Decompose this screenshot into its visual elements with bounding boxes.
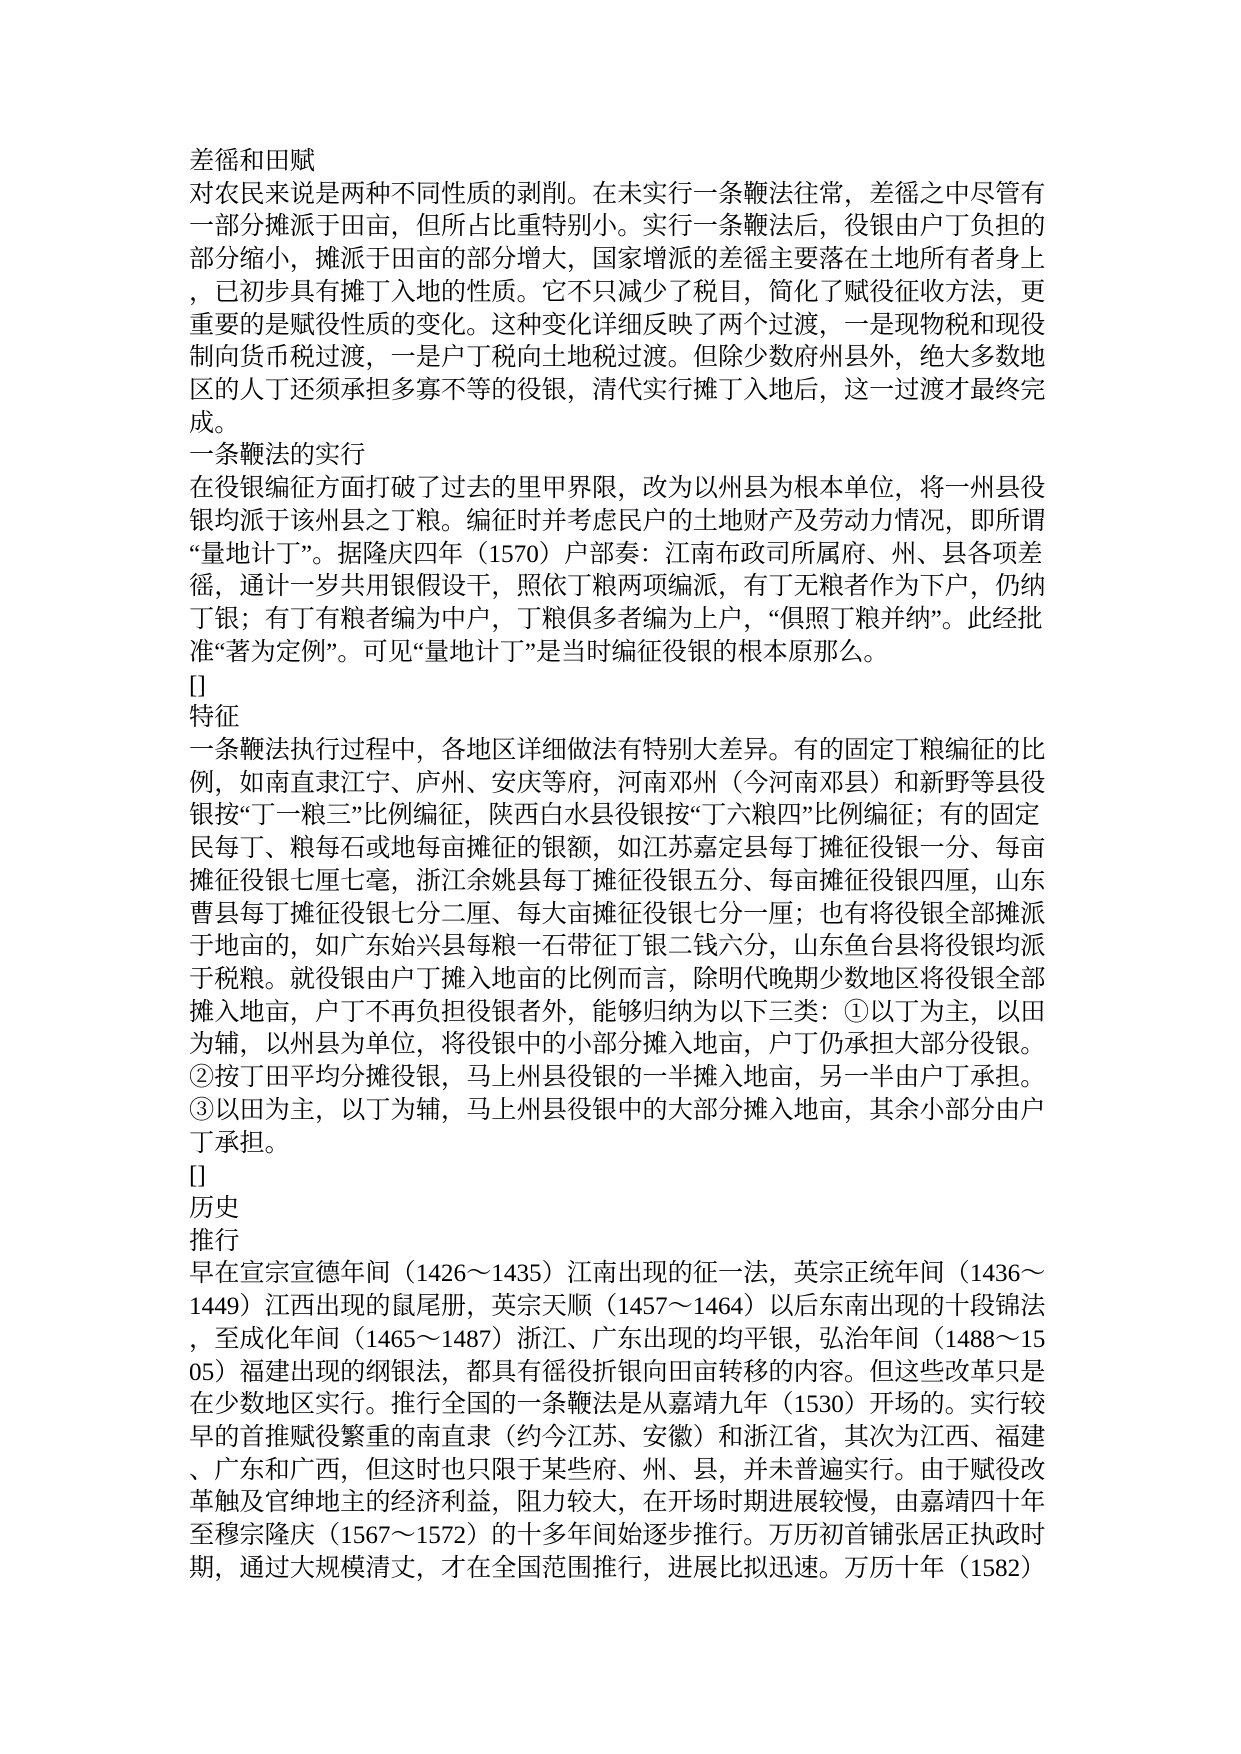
text-line: 、广东和广西，但这时也只限于某些府、州、县，并未普遍实行。由于赋役改 [189, 1456, 1046, 1484]
text-line: ，已初步具有摊丁入地的性质。它不只减少了税目，简化了赋役征收方法，更 [189, 278, 1046, 306]
text-line: 历史 [189, 1195, 240, 1222]
text-line: 05）福建出现的纲银法，都具有徭役折银向田亩转移的内容。但这些改革只是 [189, 1358, 1046, 1386]
text-line: 期，通过大规模清丈，才在全国范围推行，进展比拟迅速。万历十年（1582） [189, 1554, 1046, 1582]
text-line: 于税粮。就役银由户丁摊入地亩的比例而言，除明代晚期少数地区将役银全部 [189, 965, 1046, 993]
text-line: 推行 [189, 1227, 240, 1255]
text-line: 对农民来说是两种不同性质的剥削。在未实行一条鞭法往常，差徭之中尽管有 [189, 180, 1046, 208]
text-line: 丁承担。 [189, 1129, 290, 1157]
text-line: 民每丁、粮每石或地每亩摊征的银额，如江苏嘉定县每丁摊征役银一分、每亩 [189, 835, 1046, 863]
text-line: 一部分摊派于田亩，但所占比重特别小。实行一条鞭法后，役银由户丁负担的 [189, 213, 1046, 241]
text-line: 成。 [189, 409, 240, 437]
text-line: 徭，通计一岁共用银假设干，照依丁粮两项编派，有丁无粮者作为下户，仍纳 [189, 573, 1046, 601]
text-line: ③以田为主，以丁为辅，马上州县役银中的大部分摊入地亩，其余小部分由户 [189, 1096, 1046, 1124]
text-line: 部分缩小，摊派于田亩的部分增大，国家增派的差徭主要落在土地所有者身上 [189, 246, 1046, 274]
text-line: 为辅，以州县为单位，将役银中的小部分摊入地亩，户丁仍承担大部分役银。 [189, 1031, 1046, 1059]
text-line: 制向货币税过渡，一是户丁税向土地税过渡。但除少数府州县外，绝大多数地 [189, 344, 1046, 372]
text-line: [] [189, 1162, 206, 1190]
text-line: 在役银编征方面打破了过去的里甲界限，改为以州县为根本单位，将一州县役 [189, 475, 1046, 503]
text-line: ②按丁田平均分摊役银，马上州县役银的一半摊入地亩，另一半由户丁承担。 [189, 1064, 1046, 1092]
text-line: 曹县每丁摊征役银七分二厘、每大亩摊征役银七分一厘；也有将役银全部摊派 [189, 900, 1046, 928]
text-line: ，至成化年间（1465～1487）浙江、广东出现的均平银，弘治年间（1488～15 [189, 1325, 1046, 1353]
text-line: 摊征役银七厘七毫，浙江余姚县每丁摊征役银五分、每亩摊征役银四厘，山东 [189, 867, 1046, 895]
text-line: 重要的是赋役性质的变化。这种变化详细反映了两个过渡，一是现物税和现役 [189, 311, 1046, 339]
text-line: 区的人丁还须承担多寡不等的役银，清代实行摊丁入地后，这一过渡才最终完 [189, 377, 1046, 405]
text-line: “量地计丁”。据隆庆四年（1570）户部奏：江南布政司所属府、州、县各项差 [189, 540, 1043, 568]
text-line: 差徭和田赋 [189, 148, 315, 175]
text-line: 例，如南直隶江宁、庐州、安庆等府，河南邓州（今河南邓县）和新野等县役 [189, 769, 1046, 797]
text-line: 早在宣宗宣德年间（1426～1435）江南出现的征一法，英宗正统年间（1436～ [189, 1260, 1046, 1288]
text-line: 银均派于该州县之丁粮。编征时并考虑民户的土地财产及劳动力情况，即所谓 [189, 507, 1046, 535]
text-line: 至穆宗隆庆（1567～1572）的十多年间始逐步推行。万历初首铺张居正执政时 [189, 1522, 1046, 1550]
text-line: 银按“丁一粮三”比例编征，陕西白水县役银按“丁六粮四”比例编征；有的固定 [189, 802, 1040, 830]
text-line: 丁银；有丁有粮者编为中户，丁粮俱多者编为上户，“俱照丁粮并纳”。此经批 [189, 606, 1043, 634]
text-line: 在少数地区实行。推行全国的一条鞭法是从嘉靖九年（1530）开场的。实行较 [189, 1391, 1046, 1419]
text-line: 1449）江西出现的鼠尾册，英宗天顺（1457～1464）以后东南出现的十段锦法 [189, 1293, 1046, 1321]
text-line: 特征 [189, 704, 240, 732]
text-line: 一条鞭法的实行 [189, 442, 366, 470]
text-line: 于地亩的，如广东始兴县每粮一石带征丁银二钱六分，山东鱼台县将役银均派 [189, 933, 1046, 961]
text-line: 早的首推赋役繁重的南直隶（约今江苏、安徽）和浙江省，其次为江西、福建 [189, 1424, 1046, 1452]
text-line: 准“著为定例”。可见“量地计丁”是当时编征役银的根本原那么。 [189, 638, 889, 666]
text-line: 一条鞭法执行过程中，各地区详细做法有特别大差异。有的固定丁粮编征的比 [189, 736, 1046, 764]
text-line: 摊入地亩，户丁不再负担役银者外，能够归纳为以下三类：①以丁为主，以田 [189, 998, 1046, 1026]
text-line: 革触及官绅地主的经济利益，阻力较大，在开场时期进展较慢，由嘉靖四十年 [189, 1489, 1046, 1517]
document-body-text [189, 146, 1054, 1586]
text-line: [] [189, 671, 206, 699]
